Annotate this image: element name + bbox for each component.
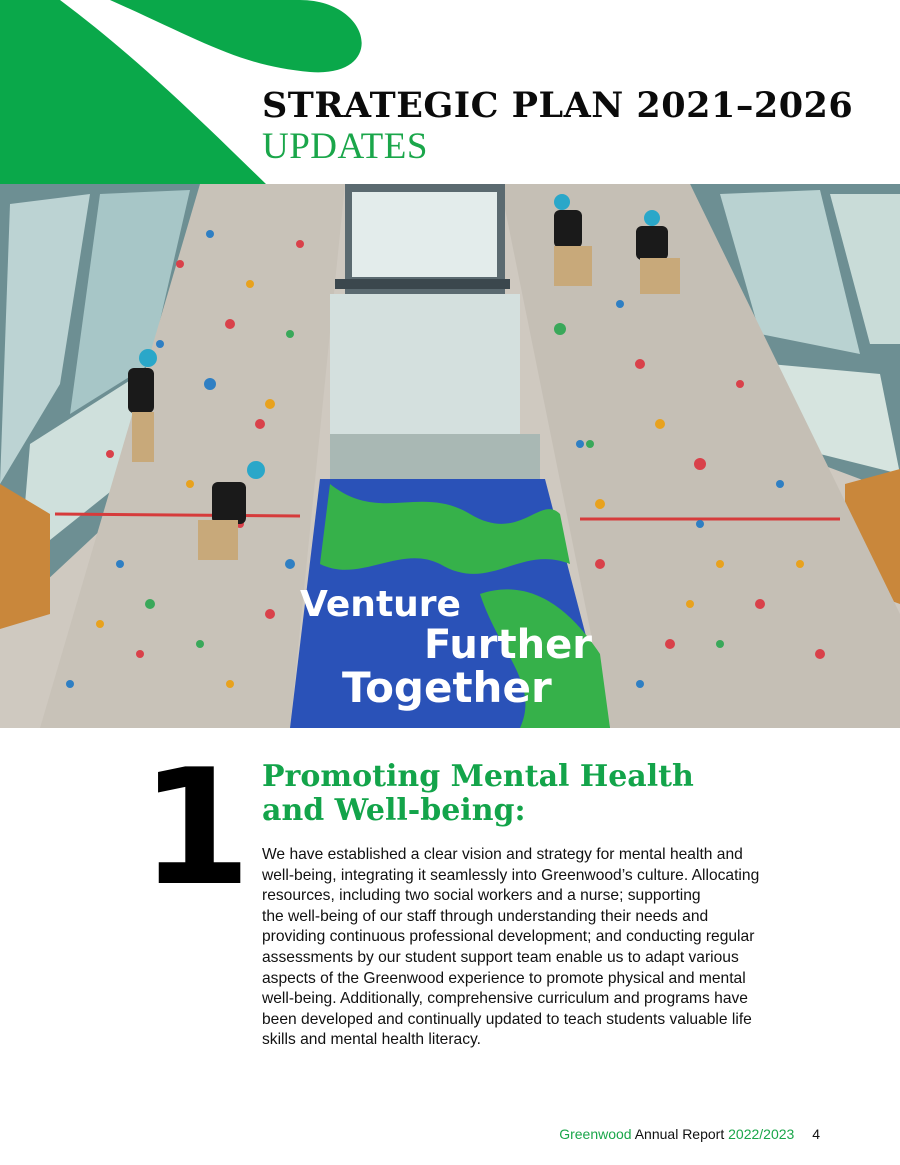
body-line: well-being. Additionally, comprehensive curriculum and programs have <box>262 990 748 1008</box>
page-footer <box>559 1126 820 1142</box>
body-line: been developed and continually updated to teach students valuable life <box>262 1010 752 1028</box>
body-line: well-being, integrating it seamlessly into Greenwood’s culture. Allocating <box>262 866 760 884</box>
banner-line-2: Further <box>424 622 592 668</box>
climbing-wall-photo <box>0 184 900 728</box>
footer-year: 2022/2023 <box>728 1126 795 1142</box>
section-heading-line-1: Promoting Mental Health <box>262 759 694 794</box>
body-line: assessments by our student support team enable us to adapt various <box>262 948 739 966</box>
page-subtitle: UPDATES <box>262 126 428 167</box>
body-line: skills and mental health literacy. <box>262 1031 481 1049</box>
body-line: providing continuous professional development; and conducting regular <box>262 928 755 946</box>
body-line: resources, including two social workers and a nurse; supporting <box>262 887 701 905</box>
page-number: 4 <box>812 1126 820 1142</box>
body-line: the well-being of our staff through understanding their needs and <box>262 907 709 925</box>
banner-line-1: Venture <box>300 584 461 625</box>
body-line: We have established a clear vision and strategy for mental health and <box>262 846 743 863</box>
section-number: 1 <box>140 734 244 921</box>
section-heading-line-2: and Well-being: <box>262 793 526 828</box>
footer-brand: Greenwood <box>559 1126 632 1142</box>
banner-line-3: Together <box>342 663 552 712</box>
section-body <box>262 845 817 1051</box>
header <box>262 86 853 168</box>
page-title: STRATEGIC PLAN 2021–2026 <box>262 85 854 126</box>
body-line: aspects of the Greenwood experience to promote physical and mental <box>262 969 746 987</box>
footer-report: Annual Report <box>634 1126 725 1142</box>
section-heading <box>262 760 822 828</box>
